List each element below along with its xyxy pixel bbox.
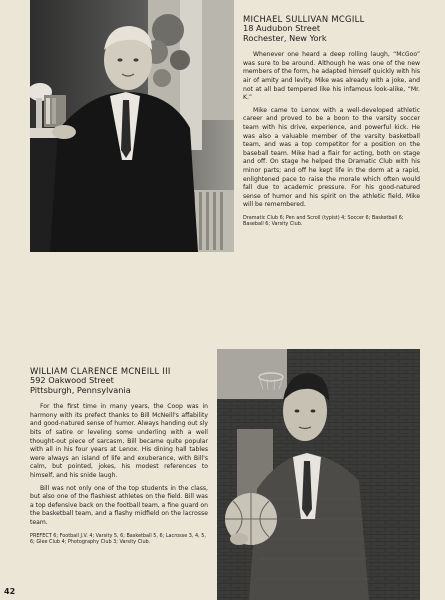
address-line-1: 592 Oakwood Street [30, 375, 114, 385]
bio-mcgill [243, 14, 420, 228]
bio-paragraph: Whenever one heard a deep rolling laugh, “McGoo” was sure to be around. Although he was one of the new members of the form, he adapted himself quickly with his air of amity and levity. Mike was already with a joke, and not at all bad tempered like his infamous look-alike, “Mr. K.” [243, 51, 420, 102]
address-line-2: Pittsburgh, Pennsylvania [30, 384, 131, 395]
student-name: WILLIAM CLARENCE MCNEILL III [30, 366, 171, 376]
address-line-1: 18 Audubon Street [243, 23, 321, 33]
activities-list: Dramatic Club 6; Pen and Scroll (typist) 4; Soccer 6; Basketball 6; Baseball 6; Varsity Club. [243, 214, 404, 228]
photo-illustration-mcneill [217, 349, 420, 600]
student-name: MICHAEL SULLIVAN MCGILL [243, 14, 365, 24]
photo-illustration-mcgill [30, 0, 234, 252]
bio-mcneill [30, 366, 208, 546]
bio-paragraph: For the first time in many years, the Coop was in harmony with its prefect thanks to Bill McNeill's affability and good-natured sense of humor. Always handing out sly bits of satire or leveling some underling with a well thought-out piece of sarcasm, Bill became quite popular with all in his four years at Lenox. His dining hall tables were always an island of life and exuberance, with Bill's calm, but pointed, jokes, his modest references to himself, and his snide laugh. [30, 403, 208, 479]
student-photo-mcneill [217, 349, 420, 600]
bio-paragraph: Mike came to Lenox with a well-developed athletic career and proved to be a boon to the varsity soccer team with his drive, experience, and powerful kick. He was also a valuable member of the varsity basketball team, and was a top competitor for a position on the baseball team. Mike had a flair for acting, both on stage and off. On stage he helped the Dramatic Club with his minor parts; and off he kept life in the dorm at a rapid, enlightened pace to raise the morale which often would fall due to academic pressure. For his good-natured sense of humor and his spirit on the athletic field, Mike will be remembered. [243, 106, 420, 209]
bio-paragraph: Bill was not only one of the top students in the class, but also one of the flashiest athletes on the field. Bill was a top defensive back on the football team, a fine guard on the basketball team, and a flashy midfield on the lacrosse team. [30, 484, 208, 526]
activities-list: PREFECT 6; Football J.V. 4; Varsity 5, 6; Basketball 5, 6; Lacrosse 3, 4, 5, 6; Glee Club 4; Photography Club 3; Varsity Club. [30, 532, 206, 546]
address-line-2: Rochester, New York [243, 32, 327, 43]
student-photo-mcgill [30, 0, 234, 252]
page-number: 42 [4, 587, 16, 596]
